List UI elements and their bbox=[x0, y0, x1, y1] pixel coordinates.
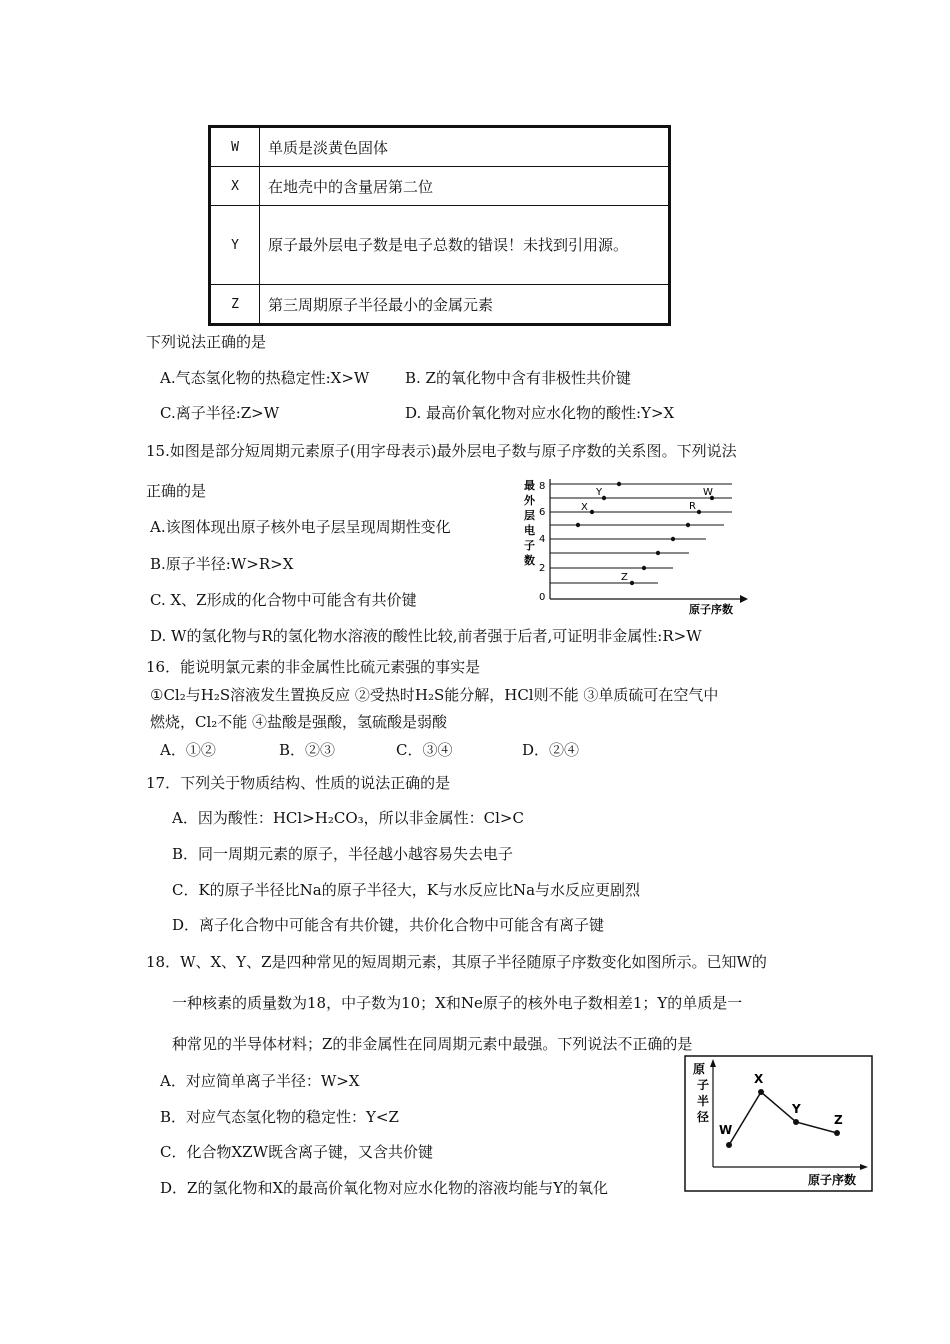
table-row bbox=[210, 206, 670, 285]
q15-ylabel-char: 数 bbox=[524, 554, 535, 567]
q15-point-label: Y bbox=[596, 487, 603, 498]
data-point bbox=[630, 581, 634, 585]
element-desc: 第三周期原子半径最小的金属元素 bbox=[260, 285, 670, 325]
data-point bbox=[656, 551, 660, 555]
q14-option-b: B. Z的氧化物中含有非极性共价键 bbox=[405, 369, 631, 387]
q15-option-d: D. W的氢化物与R的氢化物水溶液的酸性比较,前者强于后者,可证明非金属性:R>W bbox=[150, 627, 702, 645]
q14-option-a: A.气态氢化物的热稳定性:X>W bbox=[160, 369, 370, 387]
q15-stem-line1: 15.如图是部分短周期元素原子(用字母表示)最外层电子数与原子序数的关系图。下列说法 bbox=[146, 442, 737, 460]
q14-option-d: D. 最高价氧化物对应水化物的酸性:Y>X bbox=[405, 404, 675, 422]
table-row bbox=[210, 285, 670, 325]
q17-option-a: A．因为酸性：HCl>H₂CO₃，所以非金属性：Cl>C bbox=[172, 809, 524, 827]
q16-option-c: C．③④ bbox=[396, 741, 453, 759]
element-table bbox=[208, 125, 671, 326]
data-point bbox=[758, 1089, 764, 1095]
q15-ytick: 8 bbox=[539, 481, 546, 492]
data-point bbox=[834, 1130, 840, 1136]
q18-point-label: W bbox=[719, 1123, 733, 1137]
q18-option-d: D．Z的氢化物和X的最高价氧化物对应水化物的溶液均能与Y的氧化 bbox=[160, 1179, 609, 1197]
q18-point-label: Z bbox=[834, 1113, 843, 1127]
data-point bbox=[590, 510, 594, 514]
q18-ylabel-char: 子 bbox=[697, 1078, 710, 1092]
data-point bbox=[642, 566, 646, 570]
data-point bbox=[726, 1142, 732, 1148]
table-row bbox=[210, 167, 670, 206]
element-key: X bbox=[210, 167, 260, 206]
q17-option-b: B．同一周期元素的原子，半径越小越容易失去电子 bbox=[172, 845, 514, 863]
q15-ylabel-char: 外 bbox=[524, 494, 535, 507]
element-key: W bbox=[210, 127, 260, 167]
q15-stem-line2: 正确的是 bbox=[146, 482, 207, 500]
q15-point-label: X bbox=[581, 502, 588, 513]
q18-stem-line3: 种常见的半导体材料；Z的非金属性在同周期元素中最强。下列说法不正确的是 bbox=[172, 1035, 693, 1053]
element-desc: 原子最外层电子数是电子总数的错误！未找到引用源。 bbox=[260, 206, 670, 285]
q15-point-label: Z bbox=[621, 572, 628, 583]
q18-point-label: X bbox=[754, 1072, 764, 1086]
q15-option-b: B.原子半径:W>R>X bbox=[150, 555, 294, 573]
q15-ylabel-char: 层 bbox=[524, 509, 535, 522]
q18-ylabel-char: 原 bbox=[693, 1062, 706, 1076]
q17-stem: 17．下列关于物质结构、性质的说法正确的是 bbox=[146, 774, 451, 792]
q15-ytick: 4 bbox=[539, 534, 546, 545]
q18-point-label: Y bbox=[792, 1102, 801, 1116]
data-point bbox=[686, 523, 690, 527]
q18-stem-line1: 18．W、X、Y、Z是四种常见的短周期元素，其原子半径随原子序数变化如图所示。已知W的 bbox=[146, 953, 767, 971]
element-desc: 单质是淡黄色固体 bbox=[260, 127, 670, 167]
q16-option-d: D．②④ bbox=[522, 741, 580, 759]
q15-ytick: 0 bbox=[539, 592, 546, 603]
q15-ytick: 6 bbox=[539, 507, 546, 518]
q15-option-c: C. X、Z形成的化合物中可能含有共价键 bbox=[150, 591, 417, 609]
data-point bbox=[697, 510, 701, 514]
data-point bbox=[793, 1119, 799, 1125]
q15-ytick: 2 bbox=[539, 563, 546, 574]
q17-option-c: C．K的原子半径比Na的原子半径大，K与水反应比Na与水反应更剧烈 bbox=[172, 881, 641, 899]
q16-line1: ①Cl₂与H₂S溶液发生置换反应 ②受热时H₂S能分解，HCl则不能 ③单质硫可在空气中 bbox=[150, 686, 719, 704]
q18-option-b: B．对应气态氢化物的稳定性：Y<Z bbox=[160, 1108, 399, 1126]
q18-xlabel: 原子序数 bbox=[808, 1173, 857, 1187]
q15-figure bbox=[518, 475, 763, 617]
element-key: Y bbox=[210, 206, 260, 285]
q15-x-arrow bbox=[740, 595, 748, 603]
q18-option-c: C．化合物XZW既含离子键，又含共价键 bbox=[160, 1143, 433, 1161]
q14-option-c: C.离子半径:Z>W bbox=[160, 404, 280, 422]
q15-point-label: R bbox=[689, 501, 696, 512]
q18-figure bbox=[684, 1055, 874, 1193]
element-desc: 在地壳中的含量居第二位 bbox=[260, 167, 670, 206]
data-point bbox=[576, 523, 580, 527]
q16-option-a: A．①② bbox=[160, 741, 216, 759]
q15-ylabel-char: 子 bbox=[524, 539, 535, 552]
q14-prompt: 下列说法正确的是 bbox=[146, 333, 267, 351]
q16-line2: 燃烧，Cl₂不能 ④盐酸是强酸，氢硫酸是弱酸 bbox=[150, 713, 448, 731]
q18-option-a: A．对应简单离子半径：W>X bbox=[160, 1072, 360, 1090]
q18-stem-line2: 一种核素的质量数为18，中子数为10；X和Ne原子的核外电子数相差1；Y的单质是一 bbox=[172, 994, 743, 1012]
q15-option-a: A.该图体现出原子核外电子层呈现周期性变化 bbox=[150, 518, 451, 536]
data-point bbox=[617, 482, 621, 486]
q16-stem: 16．能说明氯元素的非金属性比硫元素强的事实是 bbox=[146, 658, 481, 676]
element-key: Z bbox=[210, 285, 260, 325]
q15-xlabel: 原子序数 bbox=[689, 603, 733, 616]
q18-ylabel-char: 径 bbox=[697, 1110, 710, 1124]
q15-ylabel-char: 最 bbox=[524, 479, 535, 492]
q15-ylabel-char: 电 bbox=[524, 524, 535, 537]
data-point bbox=[671, 537, 675, 541]
q16-option-b: B．②③ bbox=[279, 741, 336, 759]
q18-ylabel-char: 半 bbox=[697, 1094, 710, 1108]
q15-point-label: W bbox=[703, 487, 713, 498]
q17-option-d: D．离子化合物中可能含有共价键，共价化合物中可能含有离子键 bbox=[172, 916, 605, 934]
data-point bbox=[602, 496, 606, 500]
table-row bbox=[210, 127, 670, 167]
